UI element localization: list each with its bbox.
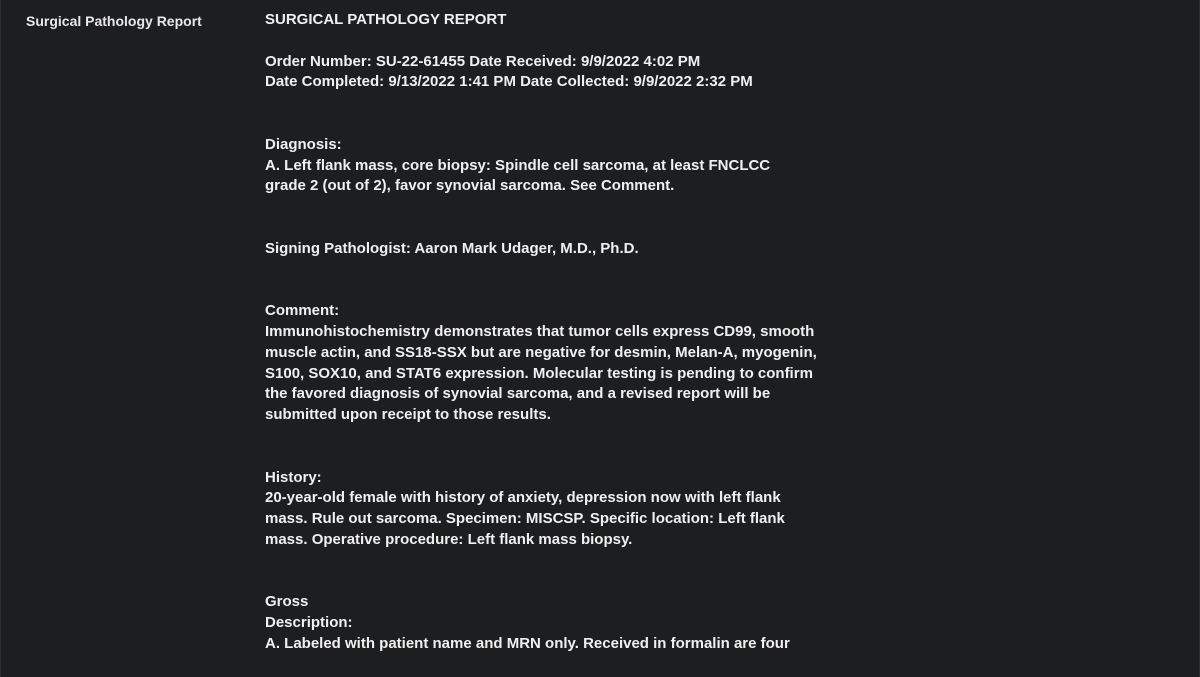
spacer bbox=[265, 280, 885, 301]
report-title: SURGICAL PATHOLOGY REPORT bbox=[265, 11, 507, 28]
spacer bbox=[265, 31, 885, 52]
diagnosis-line: A. Left flank mass, core biopsy: Spindle cell sarcoma, at least FNCLCC bbox=[265, 156, 771, 174]
history-line: 20-year-old female with history of anxiety, depression now with left flank bbox=[265, 489, 781, 507]
sidebar-section-label[interactable]: Surgical Pathology Report bbox=[26, 13, 202, 29]
gross-heading: Gross bbox=[265, 593, 309, 611]
history-line: mass. Operative procedure: Left flank mass biopsy. bbox=[265, 530, 633, 548]
spacer bbox=[265, 447, 885, 468]
comment-line: muscle actin, and SS18-SSX but are negative for desmin, Melan-A, myogenin, bbox=[265, 343, 817, 361]
spacer bbox=[265, 426, 885, 447]
history-line: mass. Rule out sarcoma. Specimen: MISCSP. Specific location: Left flank bbox=[265, 510, 785, 528]
comment-heading: Comment: bbox=[265, 302, 340, 320]
comment-line: Immunohistochemistry demonstrates that tumor cells express CD99, smooth bbox=[265, 322, 815, 340]
comment-line: submitted upon receipt to those results. bbox=[265, 406, 551, 424]
spacer bbox=[265, 551, 885, 572]
signing-pathologist: Signing Pathologist: Aaron Mark Udager, M.D., Ph.D. bbox=[265, 239, 639, 257]
order-line: Order Number: SU-22-61455 Date Received: 9/9/2022 4:02 PM bbox=[265, 52, 701, 70]
report-body bbox=[265, 10, 885, 655]
completed-line: Date Completed: 9/13/2022 1:41 PM Date Collected: 9/9/2022 2:32 PM bbox=[265, 73, 753, 91]
spacer bbox=[265, 93, 885, 114]
spacer bbox=[265, 114, 885, 135]
gross-subheading: Description: bbox=[265, 614, 353, 632]
history-heading: History: bbox=[265, 468, 322, 486]
spacer bbox=[265, 197, 885, 218]
comment-line: the favored diagnosis of synovial sarcoma, and a revised report will be bbox=[265, 385, 771, 403]
spacer bbox=[265, 572, 885, 593]
spacer bbox=[265, 260, 885, 281]
comment-line: S100, SOX10, and STAT6 expression. Molecular testing is pending to confirm bbox=[265, 364, 813, 382]
spacer bbox=[265, 218, 885, 239]
diagnosis-line: grade 2 (out of 2), favor synovial sarcoma. See Comment. bbox=[265, 177, 675, 195]
gross-line: A. Labeled with patient name and MRN only. Received in formalin are four bbox=[265, 634, 790, 652]
diagnosis-heading: Diagnosis: bbox=[265, 135, 342, 153]
